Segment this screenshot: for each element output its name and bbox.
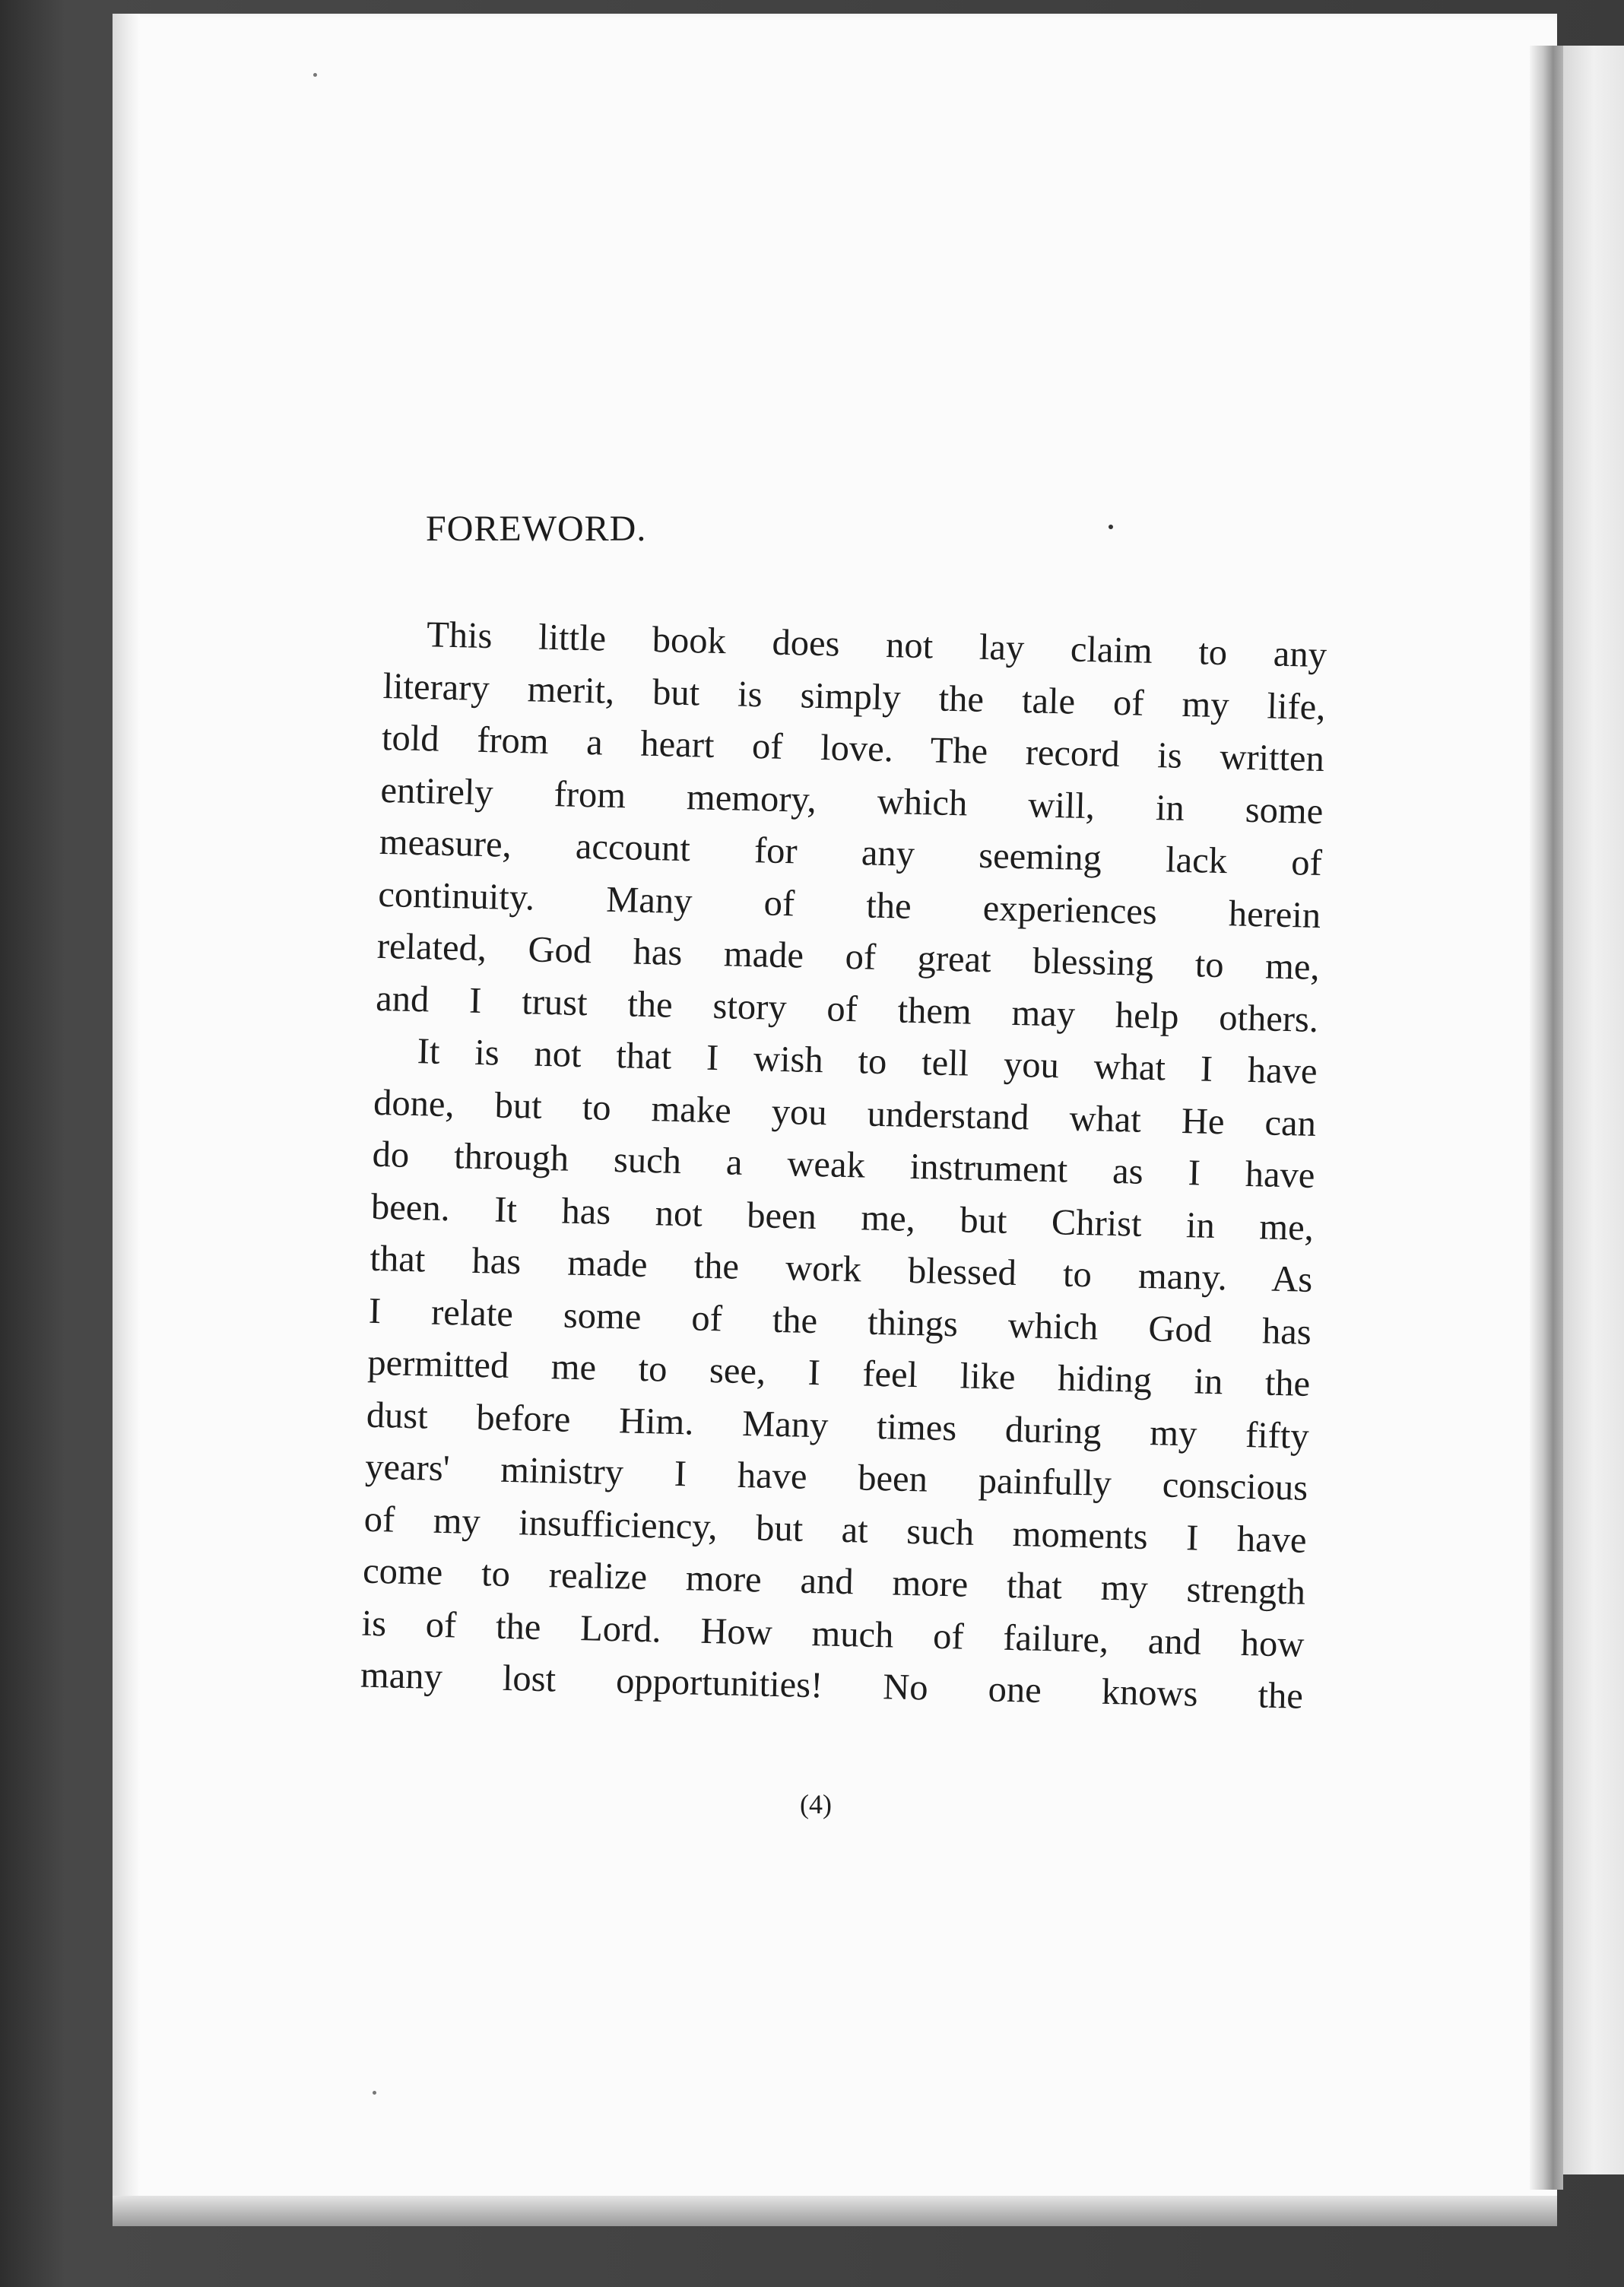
page-number: (4) <box>800 1789 832 1819</box>
body-line: measure, account for any seeming lack of <box>379 821 1323 884</box>
body-line: is of the Lord. How much of failure, and how <box>361 1603 1305 1665</box>
body-line: This little book does not lay claim to any <box>426 614 1327 676</box>
body-line: told from a heart of love. The record is written <box>381 717 1325 780</box>
body-line: continuity. Many of the experiences herein <box>377 874 1321 936</box>
body-line: years' ministry I have been painfully conscious <box>364 1446 1308 1508</box>
body-line: dust before Him. Many times during my fifty <box>366 1394 1310 1457</box>
body-line: literary merit, but is simply the tale of my life, <box>382 665 1326 728</box>
body-line: that has made the work blessed to many. As <box>369 1238 1313 1300</box>
body-line: done, but to make you understand what He can <box>373 1082 1317 1144</box>
body-line: permitted me to see, I feel like hiding in the <box>366 1342 1311 1404</box>
ink-speck <box>1109 525 1113 529</box>
foreword-heading: FOREWORD. <box>426 509 647 549</box>
body-line: It is not that I wish to tell you what I have <box>417 1031 1318 1092</box>
foreword-body <box>360 608 1327 1723</box>
body-line: of my insufficiency, but at such moments I have <box>363 1499 1308 1561</box>
book-gutter <box>1530 46 1563 2190</box>
facing-page-edge <box>1563 46 1624 2174</box>
body-line: many lost opportunities! No one knows the <box>360 1654 1304 1717</box>
body-line: and I trust the story of them may help others. <box>375 978 1319 1040</box>
body-line: I relate some of the things which God has <box>368 1290 1312 1353</box>
ink-speck <box>313 73 317 77</box>
page-left-edge <box>113 14 140 2203</box>
body-line: been. It has not been me, but Christ in me, <box>370 1186 1315 1248</box>
body-line: related, God has made of great blessing to me, <box>376 925 1321 988</box>
ink-speck <box>373 2091 376 2095</box>
page-bottom-edge <box>113 2196 1557 2226</box>
body-line: come to realize more and more that my strength <box>362 1550 1306 1613</box>
body-line: entirely from memory, which will, in some <box>379 769 1324 832</box>
body-line: do through such a weak instrument as I have <box>372 1134 1315 1196</box>
